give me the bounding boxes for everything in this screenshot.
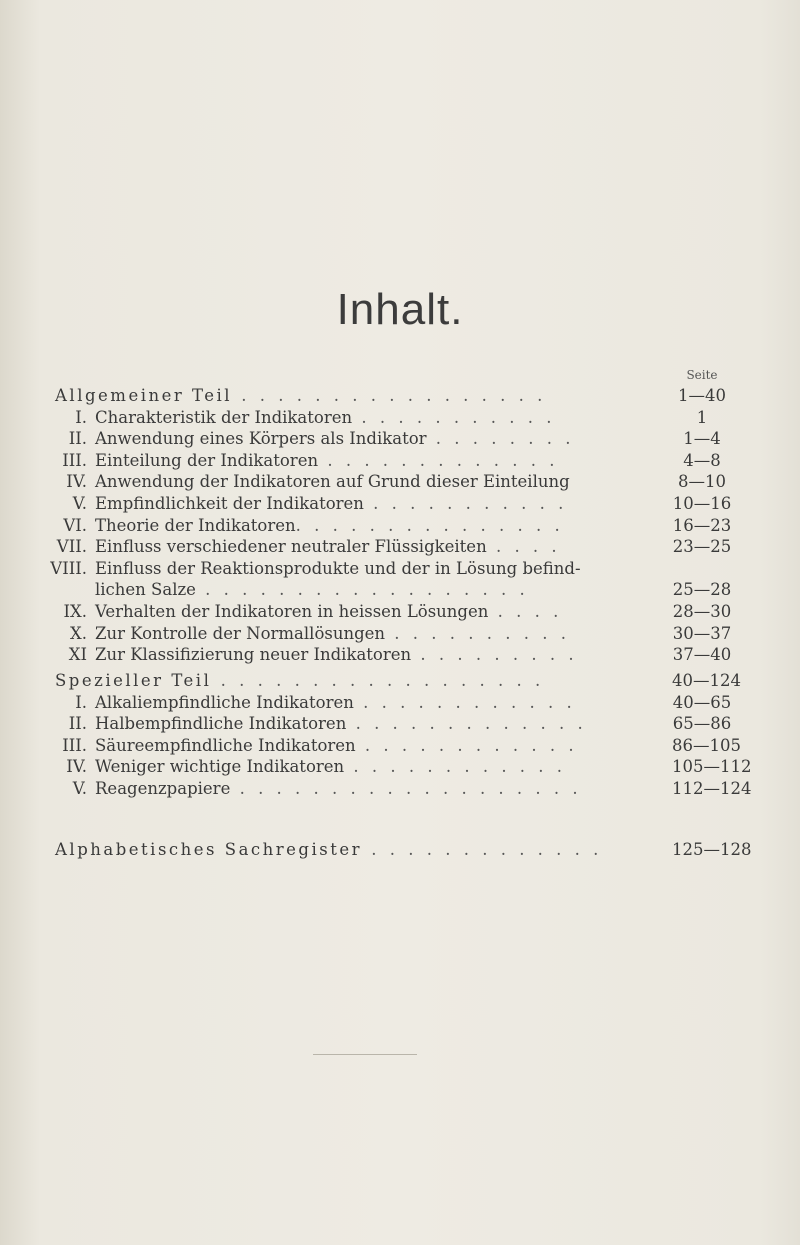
toc-entry-label-wrap xyxy=(95,429,574,449)
toc-entry xyxy=(45,693,735,713)
toc-entry-pages: 65—86 xyxy=(672,714,732,734)
toc-entry-label-wrap xyxy=(95,537,561,557)
toc-section-pages: 1—40 xyxy=(678,386,726,405)
toc-entry-number: V. xyxy=(72,494,87,513)
toc-entry-label: Reagenzpapiere xyxy=(95,779,231,798)
toc-entry-number: V. xyxy=(72,779,87,798)
toc-entry-pages: 25—28 xyxy=(672,580,732,600)
toc-entry-label-wrap xyxy=(95,757,566,777)
toc-entry xyxy=(45,602,735,622)
toc-leader-dots: . . . . xyxy=(488,602,563,621)
toc-entry-label-wrap xyxy=(95,736,578,756)
toc-leader-dots: . . . . . . . . . xyxy=(411,645,578,665)
toc-entry xyxy=(45,408,735,428)
toc-entry-number: III. xyxy=(62,735,87,755)
toc-entry-label: Einfluss verschiedener neutraler Flüssigkeiten xyxy=(95,537,487,557)
toc-entry-label: Verhalten der Indikatoren in heissen Lösungen xyxy=(95,602,489,621)
toc-entry-label: Weniger wichtige Indikatoren xyxy=(95,757,345,777)
toc-entry-label-wrap xyxy=(95,580,529,600)
toc-section-heading-wrap xyxy=(55,386,546,406)
toc-entry-label-wrap xyxy=(95,408,556,428)
toc-entry-label: lichen Salze xyxy=(95,580,196,600)
toc-leader-dots: . . . . . . . . . . . . . xyxy=(318,450,559,470)
toc-leader-dots: . . . . . . . . . . . . . . . . . . . xyxy=(230,779,582,798)
toc-section-heading-wrap xyxy=(55,840,602,860)
toc-entry-pages: 37—40 xyxy=(672,645,732,665)
toc-entry-label-wrap xyxy=(95,693,576,713)
toc-entry xyxy=(45,735,741,756)
toc-entry-label: Empfindlichkeit der Indikatoren xyxy=(95,494,364,513)
toc-entry-label: Halbempfindliche Indikatoren xyxy=(95,714,347,734)
toc-leader-dots: . . . . . . . . . . . xyxy=(352,407,556,427)
toc-entry xyxy=(45,494,735,514)
toc-entry xyxy=(45,580,735,600)
toc-section-row xyxy=(55,671,741,691)
toc-entry-label: Anwendung der Indikatoren auf Grund dieser Einteilung xyxy=(95,472,570,492)
toc-entry-pages: 10—16 xyxy=(672,494,732,513)
toc-leader-dots: . . . . . . . . . . . . xyxy=(355,735,578,755)
toc-entry-label: Alkaliempfindliche Indikatoren xyxy=(95,692,354,712)
toc-entry-pages: 23—25 xyxy=(672,537,732,557)
toc-entry-number: I. xyxy=(75,692,87,712)
toc-entry-pages: 105—112 xyxy=(672,757,752,777)
toc-section-pages: 125—128 xyxy=(672,840,752,859)
toc-entry-number: VIII. xyxy=(50,558,87,578)
toc-entry-label: Säureempfindliche Indikatoren xyxy=(95,735,356,755)
toc-section-heading-wrap xyxy=(55,671,544,691)
toc-entry-pages: 4—8 xyxy=(683,450,721,470)
toc-leader-dots: . . . . . . . . . . . . . . . xyxy=(295,515,564,535)
toc-leader-dots: . . . . . . . . xyxy=(426,429,575,449)
toc-entry-label: Theorie der Indikatoren xyxy=(95,515,296,535)
toc-leader-dots: . . . . . . . . . . . . . . . . . xyxy=(232,386,547,405)
toc-entry-label: Zur Klassifizierung neuer Indikatoren xyxy=(95,645,412,665)
toc-entry-number: VI. xyxy=(63,515,87,535)
toc-entry-label: Einfluss der Reaktionsprodukte und der in Lösung befind- xyxy=(95,558,581,578)
toc-entry-pages: 28—30 xyxy=(672,602,732,621)
toc-entry xyxy=(45,645,735,665)
toc-leader-dots: . . . . . . . . . . . . xyxy=(344,757,567,777)
seite-column-header: Seite xyxy=(686,368,718,382)
toc-entry xyxy=(45,714,735,734)
toc-entry-pages: 30—37 xyxy=(672,623,732,643)
toc-entry xyxy=(45,537,735,557)
toc-entry-number: XI xyxy=(68,645,87,665)
toc-entry-number: VII. xyxy=(56,537,87,557)
toc-entry-pages: 8—10 xyxy=(678,472,726,492)
toc-entry-pages: 1—4 xyxy=(683,429,721,449)
toc-leader-dots: . . . . xyxy=(486,537,561,557)
toc-entry-label: Anwendung eines Körpers als Indikator xyxy=(95,429,427,449)
divider-line xyxy=(313,1054,417,1055)
toc-entry-pages: 112—124 xyxy=(672,779,752,798)
toc-entry xyxy=(45,624,735,644)
toc-section-row xyxy=(55,386,735,406)
toc-entry-label-wrap xyxy=(95,624,570,644)
toc-entry-pages: 1 xyxy=(696,407,708,427)
toc-entry xyxy=(45,472,735,492)
toc-entry-label-wrap xyxy=(95,779,582,799)
toc-entry-number: II. xyxy=(68,714,87,734)
toc-entry-number: I. xyxy=(75,407,87,427)
toc-leader-dots: . . . . . . . . . . . . . xyxy=(362,840,603,859)
toc-entry-label: Zur Kontrolle der Normallösungen xyxy=(95,623,386,643)
toc-section-heading: Allgemeiner Teil xyxy=(55,386,233,405)
toc-entry-label-wrap xyxy=(95,559,581,579)
page-title: Inhalt. xyxy=(336,285,464,334)
toc-leader-dots: . . . . . . . . . . . . xyxy=(353,692,576,712)
toc-leader-dots: . . . . . . . . . . . . . . . . . . xyxy=(211,671,545,690)
toc-section-pages: 40—124 xyxy=(672,671,741,690)
toc-entry-number: IV. xyxy=(66,757,87,777)
toc-entry-number: III. xyxy=(62,450,87,470)
toc-section-heading: Alphabetisches Sachregister xyxy=(55,840,363,859)
toc-leader-dots: . . . . . . . . . . xyxy=(385,623,570,643)
toc-entry-label-wrap xyxy=(95,645,578,665)
toc-entry-label: Charakteristik der Indikatoren xyxy=(95,407,353,427)
toc-entry xyxy=(45,451,735,471)
toc-entry-number: IV. xyxy=(66,472,87,492)
toc-leader-dots: . . . . . . . . . . . . . . . . . . xyxy=(195,580,529,600)
toc-entry xyxy=(45,779,752,799)
toc-entry-pages: 86—105 xyxy=(672,735,741,755)
toc-entry-number: X. xyxy=(70,623,87,643)
toc-entry xyxy=(45,516,735,536)
toc-entry-label-wrap xyxy=(95,451,558,471)
toc-entry-label-wrap xyxy=(95,602,562,622)
toc-entry-number: IX. xyxy=(63,602,87,621)
toc-entry-pages: 40—65 xyxy=(672,692,732,712)
toc-section-row xyxy=(55,840,752,860)
toc-entry xyxy=(45,757,752,777)
toc-entry xyxy=(45,559,735,579)
toc-entry-number: II. xyxy=(68,429,87,449)
toc-entry-label-wrap xyxy=(95,494,567,514)
toc-entry-pages: 16—23 xyxy=(672,515,732,535)
toc-leader-dots: . . . . . . . . . . . . . xyxy=(346,714,587,734)
toc-entry-label-wrap xyxy=(95,714,587,734)
toc-section-heading: Spezieller Teil xyxy=(55,671,212,690)
toc-entry-label-wrap xyxy=(95,472,570,492)
toc-entry xyxy=(45,429,735,449)
toc-leader-dots: . . . . . . . . . . . xyxy=(363,494,568,513)
toc-entry-label: Einteilung der Indikatoren xyxy=(95,450,319,470)
toc-entry-label-wrap xyxy=(95,516,564,536)
